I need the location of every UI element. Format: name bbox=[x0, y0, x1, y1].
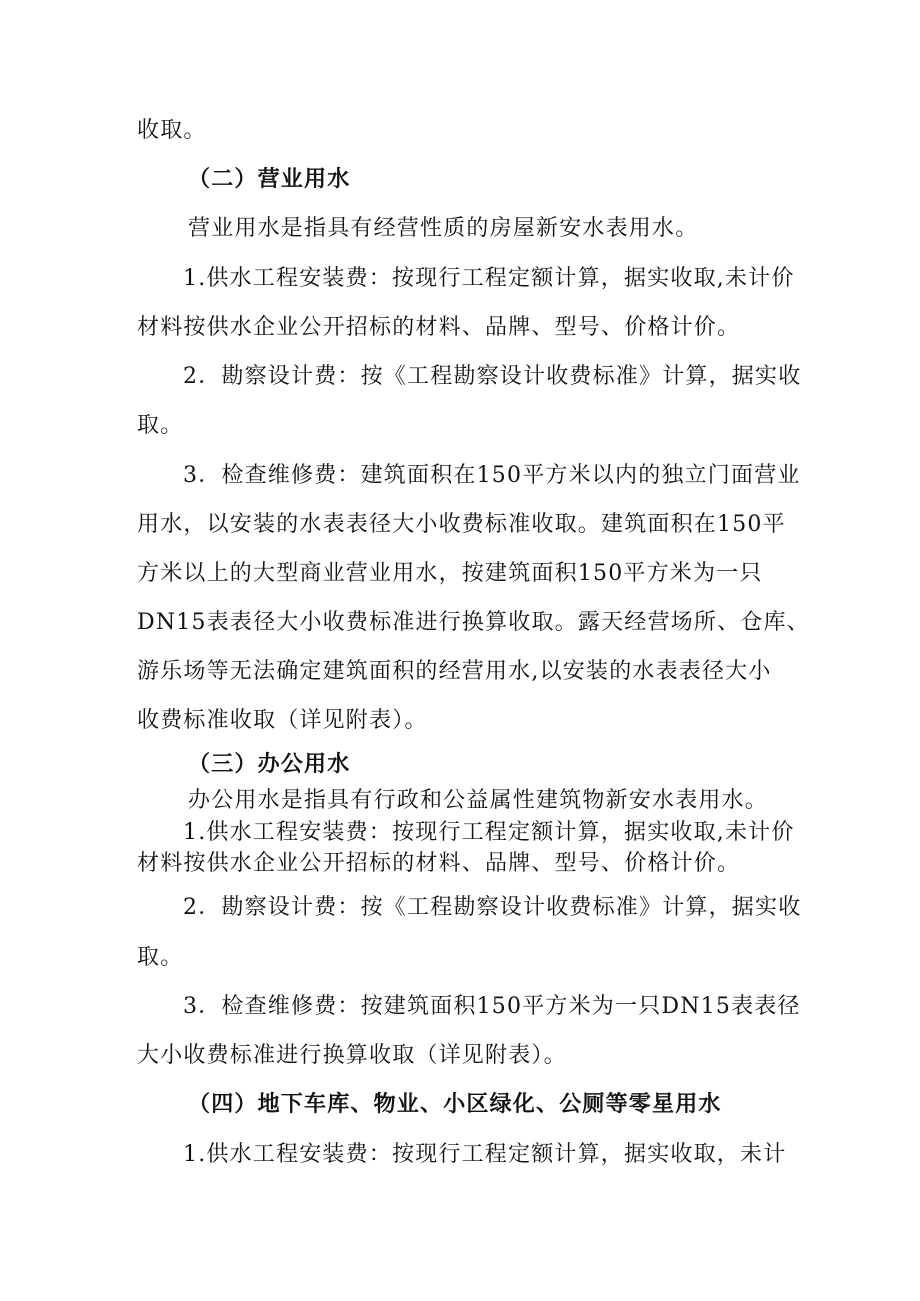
text-line: 3．检查维修费：建筑面积在150平方米以内的独立门面营业 bbox=[183, 463, 801, 488]
text-line: 1.供水工程安装费：按现行工程定额计算，据实收取,未计价 bbox=[183, 266, 795, 291]
text-line: 办公用水是指具有行政和公益属性建筑物新安水表用水。 bbox=[188, 788, 769, 813]
section-heading-2: （二）营业用水 bbox=[188, 167, 351, 192]
section-heading-4: （四）地下车库、物业、小区绿化、公厕等零星用水 bbox=[188, 1092, 722, 1117]
text-line: 1.供水工程安装费：按现行工程定额计算，据实收取,未计价 bbox=[183, 820, 795, 845]
text-line: 营业用水是指具有经营性质的房屋新安水表用水。 bbox=[188, 216, 699, 241]
text-line: 游乐场等无法确定建筑面积的经营用水,以安装的水表表径大小 bbox=[137, 659, 772, 684]
text-line: DN15表表径大小收费标准进行换算收取。露天经营场所、仓库、 bbox=[137, 610, 810, 635]
text-line: 1.供水工程安装费：按现行工程定额计算，据实收取，未计 bbox=[183, 1142, 787, 1167]
text-line: 3．检查维修费：按建筑面积150平方米为一只DN15表表径 bbox=[183, 994, 801, 1019]
text-line: 收取。 bbox=[137, 118, 207, 143]
text-line: 材料按供水企业公开招标的材料、品牌、型号、价格计价。 bbox=[137, 315, 741, 340]
text-line: 取。 bbox=[137, 945, 184, 970]
text-line: 2．勘察设计费：按《工程勘察设计收费标准》计算，据实收 bbox=[183, 364, 802, 389]
text-line: 收费标准收取（详见附表）。 bbox=[137, 708, 428, 733]
section-heading-3: （三）办公用水 bbox=[188, 752, 351, 777]
text-line: 材料按供水企业公开招标的材料、品牌、型号、价格计价。 bbox=[137, 851, 741, 876]
text-line: 方米以上的大型商业营业用水，按建筑面积150平方米为一只 bbox=[137, 561, 763, 586]
text-line: 取。 bbox=[137, 413, 184, 438]
text-line: 大小收费标准进行换算收取（详见附表）。 bbox=[137, 1043, 567, 1068]
text-line: 用水，以安装的水表表径大小收费标准收取。建筑面积在150平 bbox=[137, 512, 786, 537]
text-line: 2．勘察设计费：按《工程勘察设计收费标准》计算，据实收 bbox=[183, 895, 802, 920]
